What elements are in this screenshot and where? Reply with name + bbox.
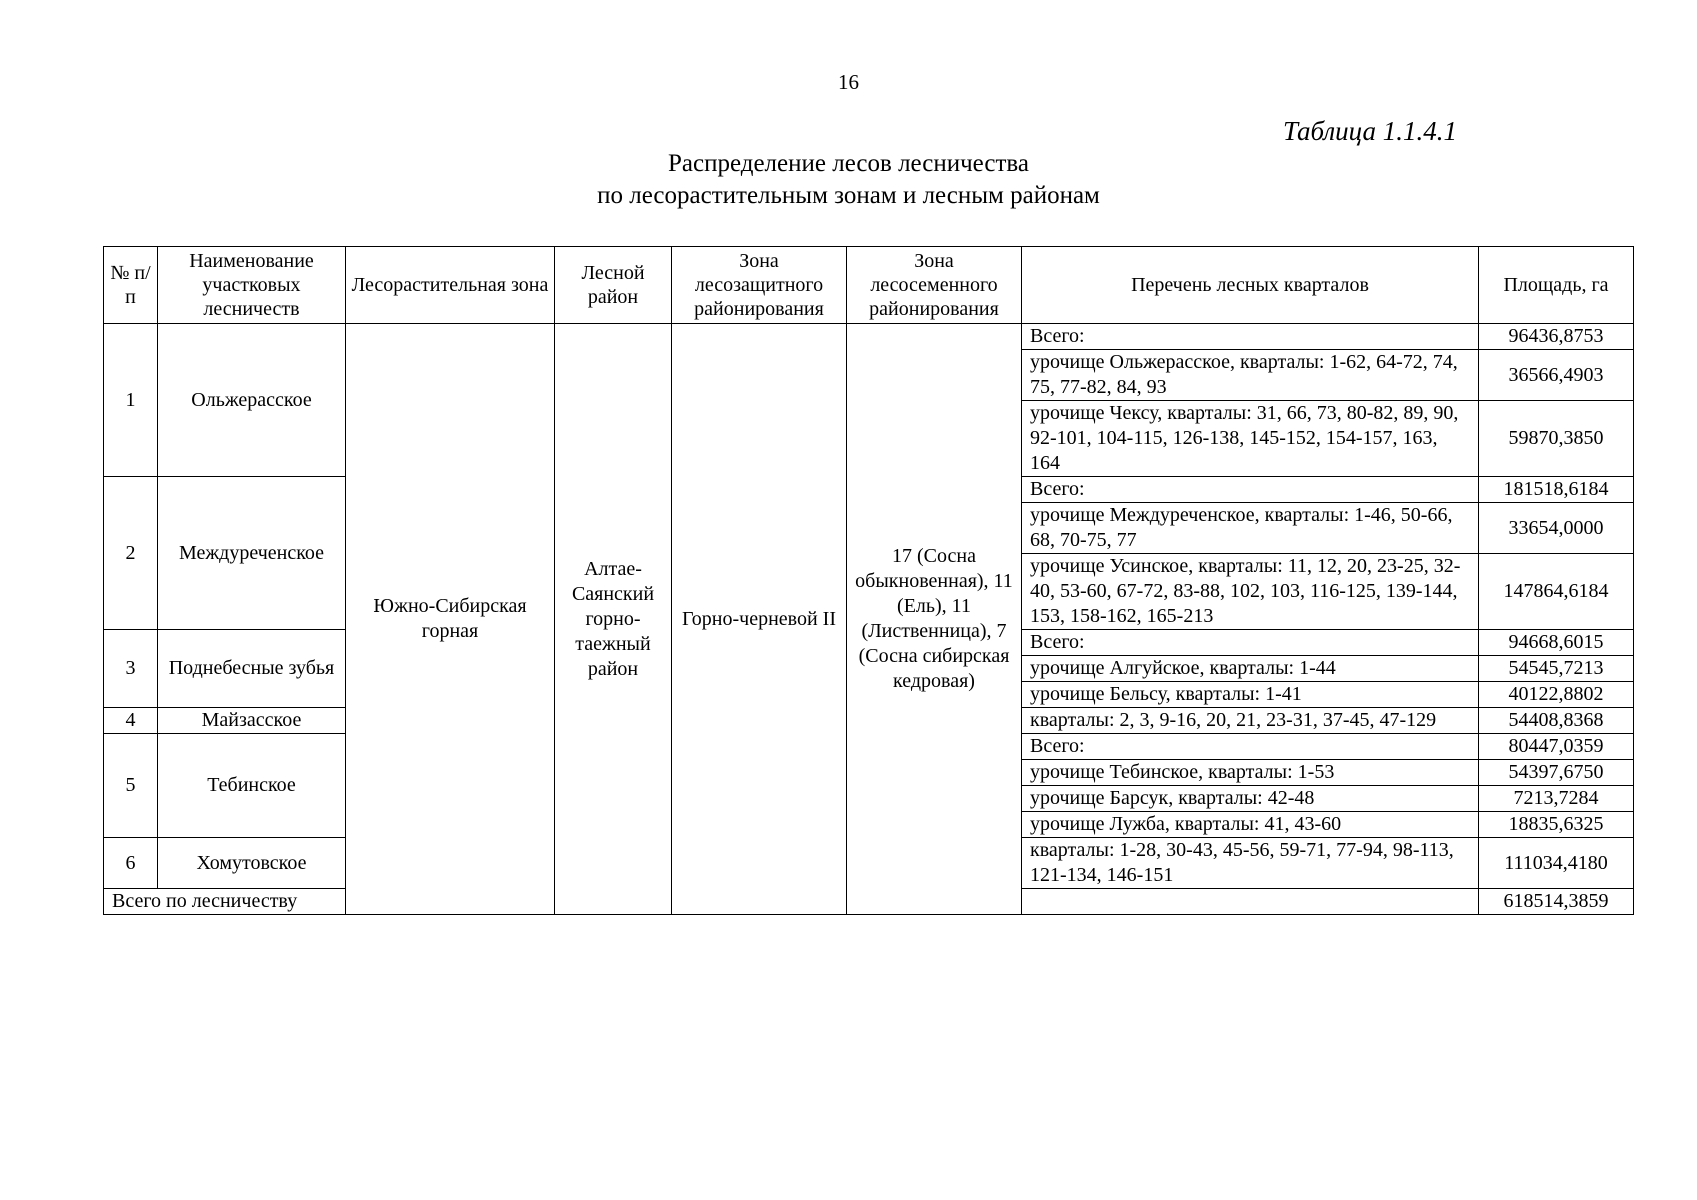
header-area: Площадь, га <box>1479 247 1634 324</box>
quarters-cell: урочище Ольжерасское, кварталы: 1-62, 64-72, 74, 75, 77-82, 84, 93 <box>1022 350 1479 401</box>
table-row <box>104 324 1634 350</box>
area-cell: 54408,8368 <box>1479 708 1634 734</box>
forest-distribution-table <box>103 246 1634 915</box>
area-cell: 18835,6325 <box>1479 812 1634 838</box>
row-num: 4 <box>104 708 158 734</box>
total-row <box>104 889 1634 915</box>
quarters-cell: урочище Чексу, кварталы: 31, 66, 73, 80-82, 89, 90, 92-101, 104-115, 126-138, 145-152, 154-157, 163, 164 <box>1022 401 1479 477</box>
quarters-cell: Всего: <box>1022 324 1479 350</box>
area-cell: 59870,3850 <box>1479 401 1634 477</box>
document-title <box>0 148 1697 212</box>
quarters-cell: урочище Алгуйское, кварталы: 1-44 <box>1022 656 1479 682</box>
quarters-cell: урочище Междуреченское, кварталы: 1-46, 50-66, 68, 70-75, 77 <box>1022 503 1479 554</box>
area-cell: 33654,0000 <box>1479 503 1634 554</box>
area-cell: 94668,6015 <box>1479 630 1634 656</box>
row-name: Поднебесные зубья <box>158 630 346 708</box>
veg-zone-cell: Южно-Сибирская горная <box>346 324 555 915</box>
area-cell: 40122,8802 <box>1479 682 1634 708</box>
quarters-cell: Всего: <box>1022 630 1479 656</box>
row-num: 1 <box>104 324 158 477</box>
page-number: 16 <box>838 70 859 94</box>
header-protect-zone: Зона лесозащитного районирования <box>672 247 847 324</box>
area-cell: 54545,7213 <box>1479 656 1634 682</box>
area-cell: 111034,4180 <box>1479 838 1634 889</box>
header-forest-region: Лесной район <box>555 247 672 324</box>
total-label: Всего по лесничеству <box>104 889 1479 915</box>
area-cell: 96436,8753 <box>1479 324 1634 350</box>
quarters-cell: урочище Тебинское, кварталы: 1-53 <box>1022 760 1479 786</box>
header-veg-zone: Лесорастительная зона <box>346 247 555 324</box>
forest-region-cell: Алтае-Саянский горно-таежный район <box>555 324 672 915</box>
title-line-2: по лесорастительным зонам и лесным районам <box>597 182 1100 209</box>
area-cell: 147864,6184 <box>1479 554 1634 630</box>
header-name: Наименование участковых лесничеств <box>158 247 346 324</box>
header-num: № п/п <box>104 247 158 324</box>
area-cell: 80447,0359 <box>1479 734 1634 760</box>
header-seed-zone: Зона лесосеменного районирования <box>847 247 1022 324</box>
row-name: Тебинское <box>158 734 346 838</box>
row-name: Хомутовское <box>158 838 346 889</box>
header-quarters: Перечень лесных кварталов <box>1022 247 1479 324</box>
row-name: Ольжерасское <box>158 324 346 477</box>
quarters-cell: урочище Усинское, кварталы: 11, 12, 20, 23-25, 32-40, 53-60, 67-72, 83-88, 102, 103, 116-125, 139-144, 153, 158-162, 165-213 <box>1022 554 1479 630</box>
seed-zone-cell: 17 (Сосна обыкновенная), 11 (Ель), 11 (Лиственница), 7 (Сосна сибирская кедровая) <box>847 324 1022 915</box>
quarters-cell: Всего: <box>1022 734 1479 760</box>
quarters-cell: Всего: <box>1022 477 1479 503</box>
quarters-cell: урочище Лужба, кварталы: 41, 43-60 <box>1022 812 1479 838</box>
quarters-cell: урочище Барсук, кварталы: 42-48 <box>1022 786 1479 812</box>
area-cell: 181518,6184 <box>1479 477 1634 503</box>
title-line-1: Распределение лесов лесничества <box>667 150 1029 177</box>
row-num: 6 <box>104 838 158 889</box>
area-cell: 54397,6750 <box>1479 760 1634 786</box>
row-name: Междуреченское <box>158 477 346 630</box>
table-caption: Таблица 1.1.4.1 <box>1282 116 1457 146</box>
row-num: 3 <box>104 630 158 708</box>
quarters-cell: кварталы: 1-28, 30-43, 45-56, 59-71, 77-94, 98-113, 121-134, 146-151 <box>1022 838 1479 889</box>
quarters-cell: урочище Бельсу, кварталы: 1-41 <box>1022 682 1479 708</box>
row-num: 2 <box>104 477 158 630</box>
protect-zone-cell: Горно-черневой II <box>672 324 847 915</box>
row-num: 5 <box>104 734 158 838</box>
header-row <box>104 247 1634 324</box>
row-name: Майзасское <box>158 708 346 734</box>
total-area: 618514,3859 <box>1479 889 1634 915</box>
area-cell: 36566,4903 <box>1479 350 1634 401</box>
area-cell: 7213,7284 <box>1479 786 1634 812</box>
quarters-cell: кварталы: 2, 3, 9-16, 20, 21, 23-31, 37-45, 47-129 <box>1022 708 1479 734</box>
